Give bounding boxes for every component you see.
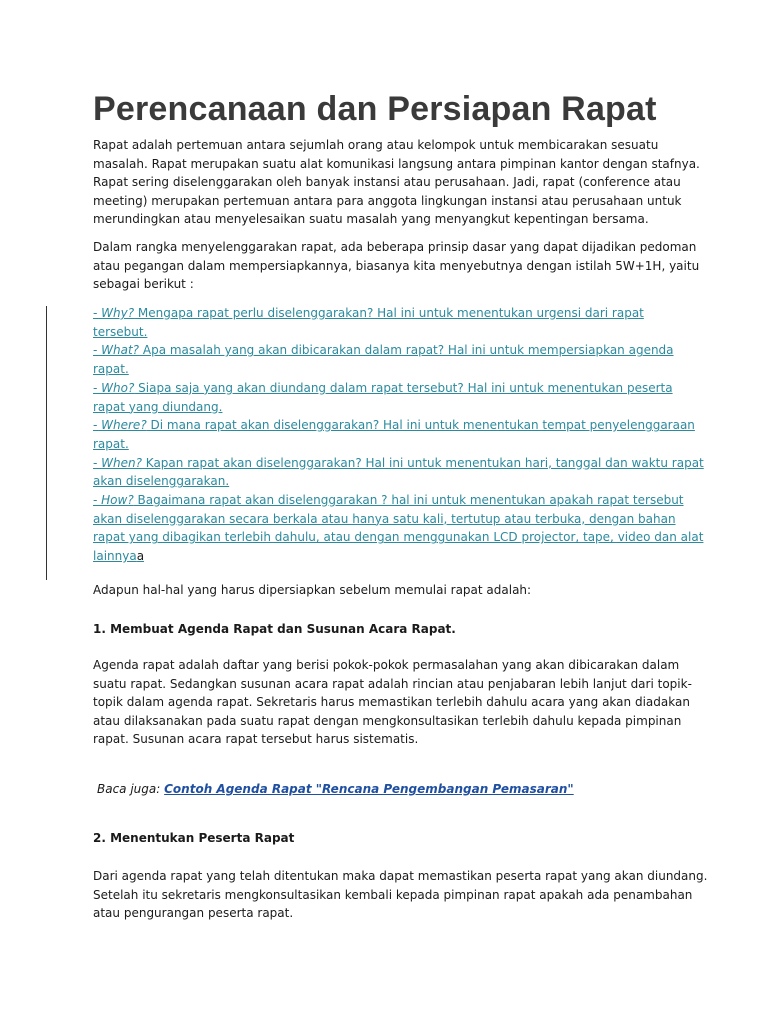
text-line: sebagai berikut : [93,277,194,291]
text-line: Dalam rangka menyelenggarakan rapat, ada beberapa prinsip dasar yang dapat dijadikan pedoman [93,240,697,254]
principles-paragraph [93,238,700,294]
question-where-link[interactable]: - Where? Di mana rapat akan diselenggarakan? Hal ini untuk menentukan tempat penyelenggaraan [93,418,695,433]
text-line: Dari agenda rapat yang telah ditentukan maka dapat memastikan peserta rapat yang akan diundang. [93,869,708,883]
question-why-link-cont[interactable]: tersebut. [93,324,148,339]
question-how-link-cont[interactable]: akan diselenggarakan secara berkala atau hanya satu kali, tertutup atau terbuka, dengan bahan [93,511,676,526]
text-line: Setelah itu sekretaris mengkonsultasikan kembali kepada pimpinan rapat apakah ada penambahan [93,887,693,902]
text-line: atau dilaksanakan pada suatu rapat dengan mengkonsultasikan terlebih dahulu kepada pimpinan [93,713,682,728]
intro-paragraph [93,136,700,229]
text-line: suatu rapat. Sedangkan susunan acara rapat adalah rincian atau penjabaran lebih lanjut dari topik- [93,676,692,691]
question-how-link-cont[interactable]: rapat yang dibagikan terlebih dahulu, atau dengan menggunakan LCD projector, tape, video dan alat [93,530,704,545]
text-line: atau pegangan dalam mempersiapkannya, biasanya kita menyebutnya dengan istilah 5W+1H, yaitu [93,258,700,273]
text-line: topik dalam agenda rapat. Sekretaris harus memastikan terlebih dahulu acara yang akan diadakan [93,695,690,709]
question-what-link[interactable]: - What? Apa masalah yang akan dibicarakan dalam rapat? Hal ini untuk mempersiapkan agenda [93,343,674,358]
read-also [97,782,574,796]
text-line: atau pengurangan peserta rapat. [93,906,294,920]
read-also-label: Baca juga: [97,782,165,796]
text-line: masalah. Rapat merupakan suatu alat komunikasi langsung antara pimpinan kantor dengan stafnya. [93,156,700,171]
prep-intro [93,581,693,600]
page-title: Perencanaan dan Persiapan Rapat [93,90,657,128]
read-also-link[interactable]: Contoh Agenda Rapat "Rencana Pengembangan Pemasaran" [164,782,574,796]
text-line: Adapun hal-hal yang harus dipersiapkan sebelum memulai rapat adalah: [93,583,532,597]
text-line: rapat. Susunan acara rapat tersebut harus sistematis. [93,732,419,746]
question-what-link-cont[interactable]: rapat. [93,362,129,377]
question-when-link-cont[interactable]: akan diselenggarakan. [93,474,230,489]
question-why-link[interactable]: - Why? Mengapa rapat perlu diselenggarakan? Hal ini untuk menentukan urgensi dari rapat [93,306,644,320]
question-who-link[interactable]: - Who? Siapa saja yang akan diundang dalam rapat tersebut? Hal ini untuk menentukan peserta [93,380,673,395]
text-line: meeting) merupakan pertemuan antara para anggota lingkungan instansi atau perusahaan untuk [93,193,682,208]
question-when-link[interactable]: - When? Kapan rapat akan diselenggarakan? Hal ini untuk menentukan hari, tanggal dan waktu rapat [93,455,704,470]
section-2-heading: 2. Menentukan Peserta Rapat [93,831,295,845]
section-1-body [93,656,693,749]
text-line: Rapat adalah pertemuan antara sejumlah orang atau kelompok untuk membicarakan sesuatu [93,138,659,152]
text-line: Agenda rapat adalah daftar yang berisi pokok-pokok permasalahan yang akan dibicarakan dalam [93,658,680,672]
text-line: Rapat sering diselenggarakan oleh banyak instansi atau perusahaan. Jadi, rapat (conference atau [93,175,681,189]
question-where-link-cont[interactable]: rapat. [93,436,129,451]
text-line: merundingkan atau menyelesaikan suatu masalah yang menyangkut kepentingan bersama. [93,212,649,226]
question-who-link-cont[interactable]: rapat yang diundang. [93,399,223,414]
change-bar [46,306,47,580]
section-1-heading: 1. Membuat Agenda Rapat dan Susunan Acara Rapat. [93,622,456,636]
question-list [93,304,704,566]
question-how-link[interactable]: - How? Bagaimana rapat akan diselenggarakan ? hal ini untuk menentukan apakah rapat tersebut [93,493,684,508]
section-2-body [93,867,708,923]
question-how-link-cont[interactable]: lainnyaa [93,549,145,564]
